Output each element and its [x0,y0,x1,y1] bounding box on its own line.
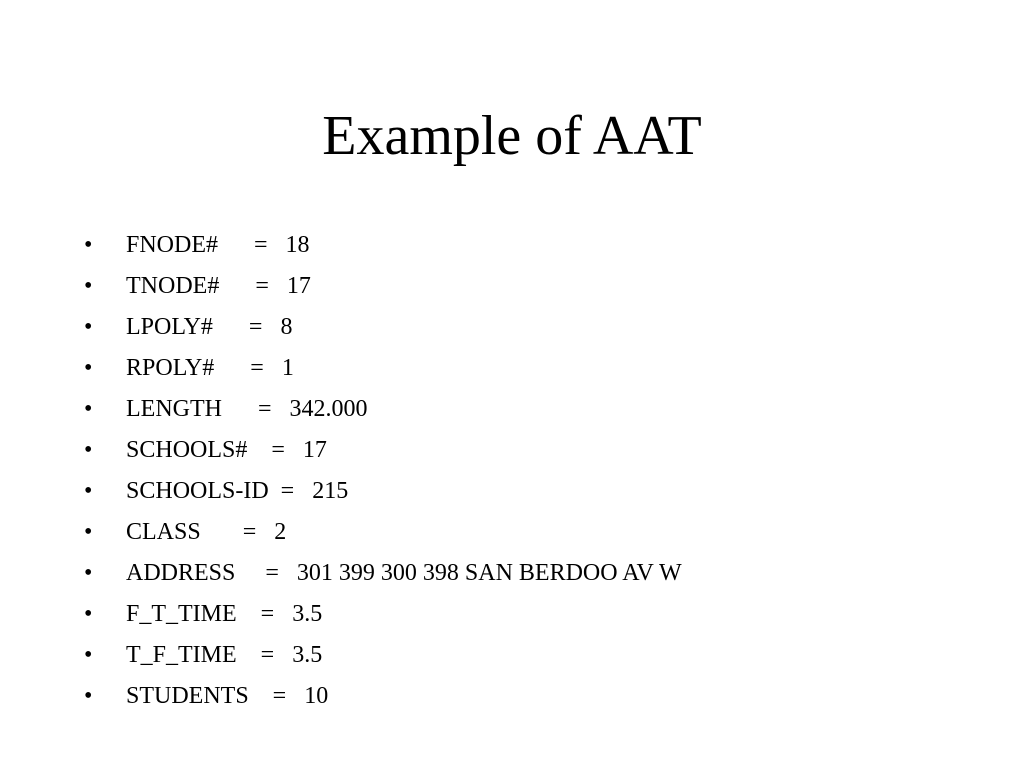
bullet-dot-icon: • [84,396,93,422]
slide-title: Example of AAT [322,105,702,167]
bullet-dot-icon: • [84,478,93,504]
bullet-item [84,512,682,553]
bullet-item [84,266,682,307]
bullet-text: F_T_TIME = 3.5 [126,601,323,627]
bullet-dot-icon: • [84,232,93,258]
bullet-text: TNODE# = 17 [126,273,311,299]
bullet-item [84,348,682,389]
bullet-dot-icon: • [84,683,93,709]
bullet-dot-icon: • [84,273,93,299]
bullet-text: SCHOOLS# = 17 [126,437,327,463]
bullet-text: CLASS = 2 [126,519,287,545]
bullet-text: T_F_TIME = 3.5 [126,642,323,668]
bullet-item [84,594,682,635]
bullet-item [84,635,682,676]
bullet-dot-icon: • [84,560,93,586]
bullet-dot-icon: • [84,437,93,463]
bullet-item [84,553,682,594]
bullet-dot-icon: • [84,601,93,627]
bullet-text: FNODE# = 18 [126,232,310,258]
bullet-list [84,225,682,717]
bullet-text: LPOLY# = 8 [126,314,293,340]
bullet-item [84,676,682,717]
bullet-text: STUDENTS = 10 [126,683,329,709]
bullet-item [84,225,682,266]
bullet-text: LENGTH = 342.000 [126,396,368,422]
bullet-dot-icon: • [84,355,93,381]
bullet-item [84,307,682,348]
bullet-dot-icon: • [84,519,93,545]
bullet-text: SCHOOLS-ID = 215 [126,478,349,504]
bullet-item [84,430,682,471]
bullet-text: ADDRESS = 301 399 300 398 SAN BERDOO AV W [126,560,682,586]
bullet-dot-icon: • [84,314,93,340]
bullet-item [84,389,682,430]
bullet-text: RPOLY# = 1 [126,355,294,381]
bullet-dot-icon: • [84,642,93,668]
bullet-item [84,471,682,512]
